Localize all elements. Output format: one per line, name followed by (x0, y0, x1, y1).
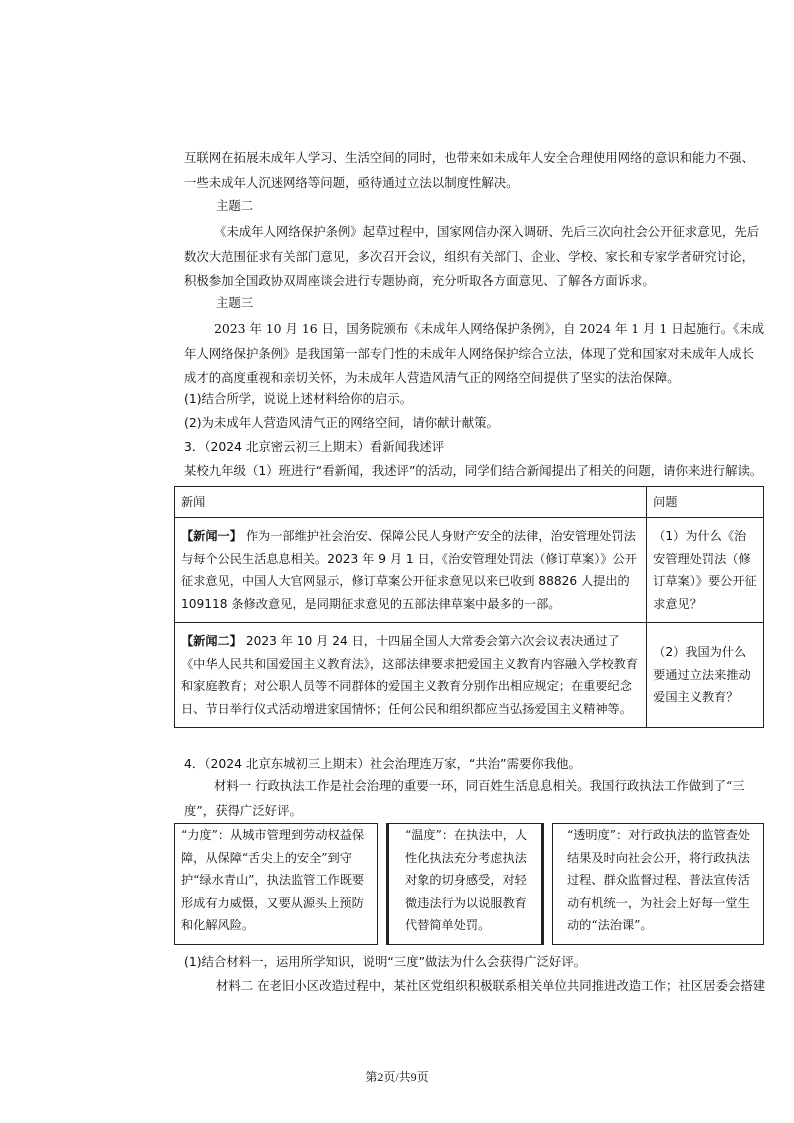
question-4-1: (1)结合材料一，运用所学知识，说明“三度”做法为什么会获得广泛好评。 (184, 954, 587, 969)
table-row (175, 623, 764, 728)
page-footer: 第2页/共9页 (365, 1070, 429, 1084)
topic1-tail-text: 互联网在拓展未成年人学习、生活空间的同时，也带来如未成年人安全合理使用网络的意识和能力不强、一些未成年人沉迷网络等问题，亟待通过立法以制度性解决。 (184, 150, 754, 190)
news-table (174, 486, 764, 728)
question-header-cell: 问题 (647, 487, 764, 518)
news-tag-1: 【新闻一】 (181, 529, 242, 543)
topic2-heading: 主题二 (216, 198, 254, 213)
news-text-2: 2023 年 10 月 24 日，十四届全国人大常委会第六次会议表决通过了《中华人民共和国爱国主义教育法》，这部法律要求把爱国主义教育内容融入学校教育和家庭教育；对公职人员等不同群体的爱国主义教育分别作出相应规定；在重要纪念日、节日举行仪式活动增进家国情怀；任何公民和组织都应当弘扬爱国主义精神等。 (181, 634, 639, 716)
topic2-text: 《未成年人网络保护条例》起草过程中，国家网信办深入调研、先后三次向社会公开征求意见，先后数次大范围征求有关部门意见，多次召开会议，组织有关部门、企业、学校、家长和专家学者研究讨论，积极参加全国政协双周座谈会进行专题协商，充分听取各方面意见、了解各方面诉求。 (184, 224, 760, 288)
topic3-heading: 主题三 (216, 295, 254, 310)
material-1-text: 材料一 行政执法工作是社会治理的重要一环，同百姓生活息息相关。我国行政执法工作做到了“三度”，获得广泛好评。 (184, 778, 745, 818)
news-header-cell: 新闻 (175, 487, 647, 518)
news-cell-2 (175, 623, 647, 728)
news-cell-1 (175, 518, 647, 623)
question-4-title: 4．（2024 北京东城初三上期末）社会治理连万家，“共治”需要你我他。 (184, 756, 581, 771)
box-touming-text: “透明度”：对行政执法的监管查处结果及时向社会公开，将行政执法过程、群众监督过程、普法宣传活动有机统一，为社会上好每一堂生动的“法治课”。 (567, 828, 751, 932)
box-lidu (174, 823, 378, 945)
question-3-intro: 某校九年级（1）班进行“看新闻，我述评”的活动，同学们结合新闻提出了相关的问题，请你来进行解读。 (184, 463, 763, 478)
question-3-title: 3．（2024 北京密云初三上期末）看新闻我述评 (184, 439, 445, 454)
question-2-2: (2)为未成年人营造风清气正的网络空间，请你献计献策。 (184, 415, 499, 430)
box-wendu (386, 823, 544, 945)
box-touming (552, 823, 764, 945)
question-cell-2: （2）我国为什么要通过立法来推动爱国主义教育？ (647, 623, 764, 728)
topic3-text: 2023 年 10 月 16 日，国务院颁布《未成年人网络保护条例》，自 2024 年 1 月 1 日起施行。《未成年人网络保护条例》是我国第一部专门性的未成年人网络保护综合立法，体现了党和国家对未成年人成长成才的高度重视和亲切关怀，为未成年人营造风清气正的网络空间提供了坚实的法治保障。 (184, 321, 765, 385)
box-wendu-text: “温度”：在执法中，人性化执法充分考虑执法对象的切身感受，对轻微违法行为以说服教育代替简单处罚。 (405, 828, 528, 932)
news-text-1: 作为一部维护社会治安、保障公民人身财产安全的法律，治安管理处罚法与每个公民生活息息相关。2023 年 9 月 1 日，《治安管理处罚法（修订草案）》公开征求意见，中国人大官网显示，修订草案公开征求意见以来已收到 88826 人提出的 109118 条修改意见，是同期征求意见的五部法律草案中最多的一部。 (181, 529, 637, 611)
question-cell-1: （1）为什么《治安管理处罚法（修订草案）》要公开征求意见？ (647, 518, 764, 623)
news-tag-2: 【新闻二】 (181, 634, 242, 648)
material-2-text: 材料二 在老旧小区改造过程中，某社区党组织积极联系相关单位共同推进改造工作；社区居委会搭建 (216, 978, 766, 993)
table-row (175, 518, 764, 623)
news-table-header-row (175, 487, 764, 518)
question-2-1: (1)结合所学，说说上述材料给你的启示。 (184, 391, 413, 406)
box-lidu-text: “力度”：从城市管理到劳动权益保障，从保障“舌尖上的安全”到守护“绿水青山”，执法监管工作既要形成有力威慑，又要从源头上预防和化解风险。 (181, 828, 365, 932)
